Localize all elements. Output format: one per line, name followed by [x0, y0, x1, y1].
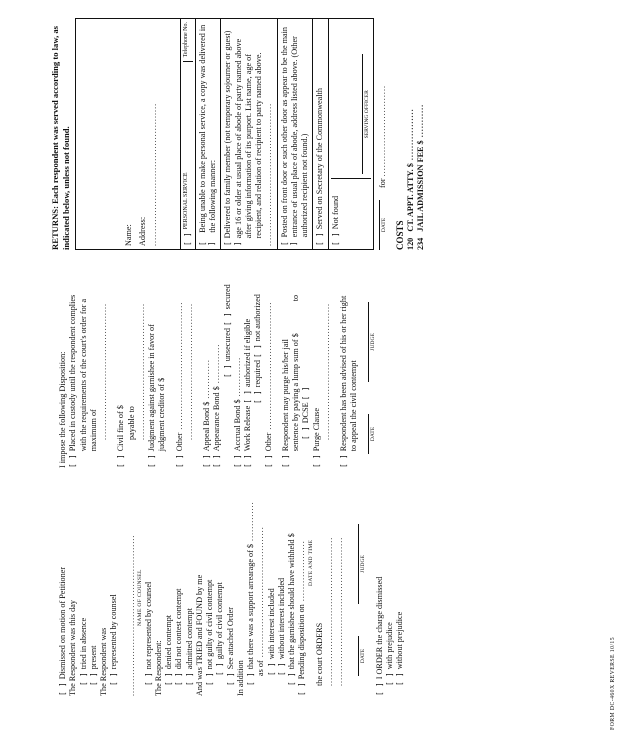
- authorized-label: authorized if eligible: [243, 318, 252, 388]
- dcse-label: DCSE: [301, 402, 311, 424]
- secured-checkbox[interactable]: [223, 312, 232, 326]
- denied-contempt-checkbox[interactable]: [164, 672, 173, 686]
- represented-by-counsel-checkbox[interactable]: [109, 672, 118, 686]
- not-found-checkbox[interactable]: [331, 232, 340, 246]
- not-guilty-label: not guilty of civil contempt: [205, 579, 215, 670]
- returns-column: RETURNS: Each respondent was served according to law, as indicated below, unless not found. Name: Address: ............................................... [ ] PERSONAL SERVICE Telephone No. [ ] Being unable to make personal service, a copy was delivered in the following manner: [ ] Delivered to family member (not temporary sojourner or guest) age 16 or older at usual place of abode of party named above after giving information of its purport. List name, age of recipient, and relation of recipient to party named above. ............................................... [ ] Posted on front door or such other door as appear to be the main entrance of usual place of abode, address listed above. (Other authorized recipient not found.) [ ] Served on Secretary of the Commonwealth [ ] Not found SERVING OFFICER DATE for .............................. COSTS 120 CT. APPT. ATTY. $ ................. 234 JAIL ADMISSION FEE $ ...........: [50, 18, 427, 250]
- judge-signature-line-2: JUDGE: [368, 302, 377, 382]
- orders-line-1[interactable]: .................................................: [324, 536, 334, 686]
- disposition-column-middle: I impose the following Disposition: [ ] Placed in custody until the respondent complies with the requirements of the court's order for a maximum of ............................................. [ ] Civil fine of $ payable to ............................................. [ ] Judgment against garnishee in favor of judgment creditor of $ [ ] Other .......................................... ............................................. [ ] Appeal Bond $ ............. [ ] Appearance Bond $ ............. [ ] unsecured [ ] secured [ ] Accrual Bond $ ............. [ ] Work Release [ ] authorized if eligible [ ] required [ ] not authorized [ ] Other .......................................... [ ] Respondent may purge his/her jail sentence by paying a lump sum of $ to [ ] DCSE [ ] [ ] Purge Clause ............................................. [ ] Respondent has been advised of his or her right to appeal the civil contempt DATE JUDGE: [58, 268, 377, 468]
- for-label: for: [377, 178, 387, 188]
- placed-in-custody-checkbox[interactable]: [68, 454, 99, 468]
- court-orders: the court ORDERS: [314, 622, 324, 686]
- not-guilty-checkbox[interactable]: [205, 672, 214, 686]
- other-line-1[interactable]: .............................................: [184, 302, 194, 440]
- admitted-contempt-checkbox[interactable]: [185, 672, 194, 686]
- respondent-was-this-day: The Respondent was this day: [68, 600, 78, 696]
- date-and-time-caption: DATE AND TIME: [307, 539, 314, 586]
- without-interest-checkbox[interactable]: [277, 662, 286, 676]
- respondent-heading: The Respondent:: [153, 640, 163, 696]
- not-authorized-label: not authorized: [253, 294, 263, 342]
- other-checkbox-2[interactable]: [264, 454, 273, 468]
- garnishee-label: that the garnishee should have withheld $: [287, 533, 297, 670]
- custody-maximum-line[interactable]: .............................................: [99, 302, 108, 440]
- accrual-bond-label: Accrual Bond $: [232, 399, 242, 452]
- pending-disposition-checkbox[interactable]: [297, 682, 306, 696]
- payable-to-label: payable to: [126, 406, 136, 440]
- present-checkbox[interactable]: [89, 672, 98, 686]
- with-interest-checkbox[interactable]: [267, 662, 276, 676]
- guilty-checkbox[interactable]: [215, 662, 224, 676]
- dcse-checkbox[interactable]: [301, 426, 310, 440]
- unable-personal-label: Being unable to make personal service, a copy was delivered in the following manner:: [197, 24, 218, 233]
- dismissed-checkbox[interactable]: [58, 682, 67, 696]
- required-label: required: [253, 360, 263, 388]
- purge-checkbox[interactable]: [281, 454, 302, 468]
- work-release-checkbox[interactable]: [243, 454, 252, 468]
- other-label-1: Other: [174, 432, 184, 452]
- denied-contempt-label: denied contempt: [164, 614, 174, 670]
- telephone-no-label: Telephone No.: [183, 22, 192, 62]
- without-prejudice-checkbox[interactable]: [395, 672, 404, 686]
- other-checkbox-1[interactable]: [175, 454, 184, 468]
- not-found-label: Not found: [330, 195, 340, 230]
- civil-fine-label: Civil fine of $: [116, 405, 126, 452]
- judge-signature-line-1: JUDGE: [358, 524, 367, 604]
- not-represented-checkbox[interactable]: [144, 672, 153, 686]
- cost-code-120: 120: [406, 237, 416, 250]
- purge-clause-checkbox[interactable]: [312, 454, 321, 468]
- did-not-contest-checkbox[interactable]: [174, 672, 183, 686]
- secured-label: secured: [222, 284, 232, 310]
- purge-clause-label: Purge Clause: [311, 407, 321, 452]
- unsecured-checkbox[interactable]: [223, 364, 232, 378]
- as-of-label: as of: [256, 660, 266, 676]
- counsel-name-line[interactable]: .....................................................: [126, 534, 136, 696]
- placed-in-custody-label: Placed in custody until the respondent complies with the requirements of the court's order for a maximum of: [68, 294, 98, 452]
- dcse-extra-checkbox[interactable]: [301, 387, 310, 401]
- pending-disposition-label: Pending disposition on: [297, 604, 307, 680]
- personal-service-label: PERSONAL SERVICE: [183, 172, 190, 230]
- name-of-counsel-caption: NAME OF COUNSEL: [136, 569, 143, 626]
- accrual-bond-checkbox[interactable]: [233, 454, 242, 468]
- purge-label: Respondent may purge his/her jail sentence by paying a lump sum of $: [280, 333, 300, 452]
- tried-and-found: And was TRIED and FOUND by me: [194, 574, 204, 696]
- judgment-garnishee-checkbox[interactable]: [147, 454, 168, 468]
- returns-box: [75, 18, 373, 250]
- in-addition: In addition: [235, 660, 245, 696]
- present-label: present: [88, 645, 98, 670]
- not-represented-label: not represented by counsel: [143, 581, 153, 670]
- orders-line-2[interactable]: .................................................: [335, 536, 345, 686]
- required-checkbox[interactable]: [253, 390, 262, 404]
- posted-door-checkbox[interactable]: [280, 240, 311, 246]
- represented-by-counsel-label: represented by counsel: [109, 594, 119, 670]
- posted-door-label: Posted on front door or such other door as appear to be the main entrance of usual place of abode, address listed above. (Other authorized recipient not found.): [279, 26, 310, 238]
- date-signature-line-2: DATE: [368, 414, 377, 454]
- respondent-was: The Respondent was: [99, 627, 108, 696]
- without-interest-label: without interest included: [276, 577, 286, 660]
- advised-appeal-label: Respondent has been advised of his or her right to appeal the civil contempt: [339, 295, 359, 452]
- date-signature-line-1: DATE: [358, 636, 367, 676]
- returns-date-line: DATE: [379, 200, 388, 250]
- unsecured-label: unsecured: [222, 328, 232, 362]
- address-label: Address:: [138, 216, 148, 246]
- form-number: FORM DC-460X REVERSE 10/15: [610, 636, 616, 730]
- serving-officer-line: SERVING OFFICER: [362, 54, 371, 174]
- impose-heading: I impose the following Disposition:: [58, 351, 67, 468]
- civil-fine-checkbox[interactable]: [116, 454, 125, 468]
- order-dismissed-checkbox[interactable]: [375, 682, 384, 696]
- with-interest-label: with interest included: [266, 588, 276, 660]
- appeal-bond-checkbox[interactable]: [202, 454, 211, 468]
- personal-service-checkbox[interactable]: [183, 232, 192, 246]
- work-release-label: Work Release: [243, 405, 252, 452]
- tried-in-absence-label: tried in absence: [78, 617, 88, 670]
- see-attached-label: See attached Order: [225, 606, 235, 670]
- purge-clause-line[interactable]: .............................................: [321, 302, 331, 440]
- order-dismissed-label: I ORDER the charge dismissed: [374, 576, 384, 680]
- with-prejudice-checkbox[interactable]: [385, 672, 394, 686]
- appearance-bond-checkbox[interactable]: [212, 454, 221, 468]
- appearance-bond-label: Appearance Bond $: [212, 386, 222, 452]
- served-secretary-checkbox[interactable]: [315, 232, 325, 246]
- admitted-contempt-label: admitted contempt: [184, 608, 194, 670]
- judgment-garnishee-label: Judgment against garnishee in favor of judgment creditor of $: [147, 324, 167, 452]
- did-not-contest-label: did not contest contempt: [174, 588, 184, 670]
- with-prejudice-label: with prejudice: [384, 622, 394, 670]
- see-attached-checkbox[interactable]: [226, 672, 235, 686]
- payable-to-line[interactable]: .............................................: [136, 302, 146, 440]
- tried-in-absence-checkbox[interactable]: [79, 672, 88, 686]
- dismissed-label: Dismissed on motion of Petitioner: [58, 566, 67, 680]
- name-label: Name:: [124, 224, 134, 246]
- authorized-checkbox[interactable]: [243, 390, 252, 404]
- guilty-label: guilty of civil contempt: [215, 582, 225, 660]
- delivered-family-label: Delivered to family member (not temporary sojourner or guest) age 16 or older at usual place of abode of party named above after giving information of its purport. List name, age of recipient, and relation of recipient to party named above.: [223, 30, 264, 239]
- support-arrearage-label: that there was a support arrearage of $: [246, 544, 256, 670]
- ct-appt-atty-label: CT. APPT. ATTY. $: [406, 163, 416, 232]
- served-secretary-label: Served on Secretary of the Commonwealth: [315, 88, 325, 230]
- without-prejudice-label: without prejudice: [395, 611, 405, 670]
- not-authorized-checkbox[interactable]: [253, 344, 262, 358]
- advised-appeal-checkbox[interactable]: [339, 454, 360, 468]
- jail-admission-label: JAIL ADMISSION FEE $: [416, 140, 426, 232]
- returns-title: RETURNS: Each respondent was served according to law, as indicated below, unless not found.: [50, 25, 71, 250]
- cost-code-234: 234: [416, 237, 426, 250]
- delivered-family-checkbox[interactable]: [223, 241, 264, 246]
- disposition-column-left: [ ] Dismissed on motion of Petitioner The Respondent was this day [ ] tried in absence [ ] present The Respondent was [ ] represented by counsel ..................................................... NAME OF COUNSEL [ ] not represented by counsel The Respondent: [ ] denied contempt [ ] did not contest contempt [ ] admitted contempt And was TRIED and FOUND by me [ ] not guilty of civil contempt [ ] guilty of civil contempt [ ] See attached Order In addition [ ] that there was a support arrearage of $ ............. as of ........................................... [ ] with interest included [ ] without interest included [ ] that the garnishee should have withheld $ [ ] Pending disposition on .................... DATE AND TIME the court ORDERS ................................................. ................................................. DATE JUDGE [ ] I ORDER the charge dismissed [ ] with prejudice [ ] without prejudice: [58, 496, 405, 696]
- other-label-2: Other: [263, 432, 273, 452]
- family-recipient-line[interactable]: ...............................................: [264, 102, 274, 246]
- unable-personal-checkbox[interactable]: [198, 236, 219, 246]
- address-line[interactable]: ...............................................: [148, 102, 158, 246]
- costs-heading: COSTS: [394, 220, 405, 250]
- garnishee-checkbox[interactable]: [287, 672, 296, 686]
- purge-to-label: to: [291, 294, 300, 302]
- appeal-bond-label: Appeal Bond $: [202, 401, 211, 452]
- support-arrearage-checkbox[interactable]: [246, 672, 255, 686]
